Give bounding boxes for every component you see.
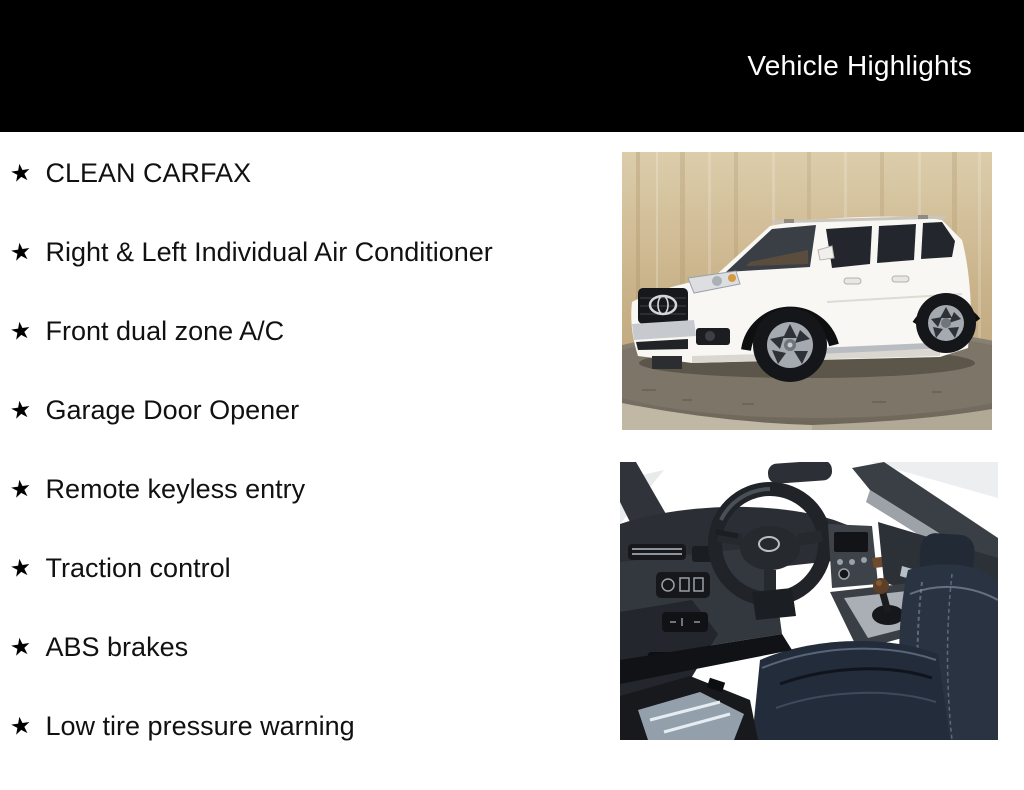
star-bullet-icon: ★ (8, 237, 34, 268)
star-bullet-icon: ★ (8, 158, 34, 189)
highlight-text: Right & Left Individual Air Conditioner (45, 237, 493, 267)
list-item (10, 711, 610, 790)
highlight-text: Traction control (45, 553, 231, 583)
star-bullet-icon: ★ (8, 395, 34, 426)
highlight-text: CLEAN CARFAX (45, 158, 252, 188)
highlight-text: ABS brakes (45, 632, 189, 662)
star-bullet-icon: ★ (8, 553, 34, 584)
list-item (10, 316, 610, 395)
exterior-photo (622, 152, 992, 430)
highlight-text: Low tire pressure warning (45, 711, 355, 741)
list-item (10, 237, 610, 316)
highlight-text: Remote keyless entry (45, 474, 306, 504)
highlights-list (10, 158, 610, 790)
page-title: Vehicle Highlights (747, 50, 972, 81)
list-item (10, 632, 610, 711)
star-bullet-icon: ★ (8, 632, 34, 663)
list-item (10, 158, 610, 237)
interior-photo (620, 462, 998, 740)
list-item (10, 553, 610, 632)
list-item (10, 474, 610, 553)
highlight-text: Garage Door Opener (45, 395, 300, 425)
star-bullet-icon: ★ (8, 316, 34, 347)
list-item (10, 395, 610, 474)
star-bullet-icon: ★ (8, 711, 34, 742)
header-bar (0, 0, 1024, 132)
star-bullet-icon: ★ (8, 474, 34, 505)
highlight-text: Front dual zone A/C (45, 316, 285, 346)
